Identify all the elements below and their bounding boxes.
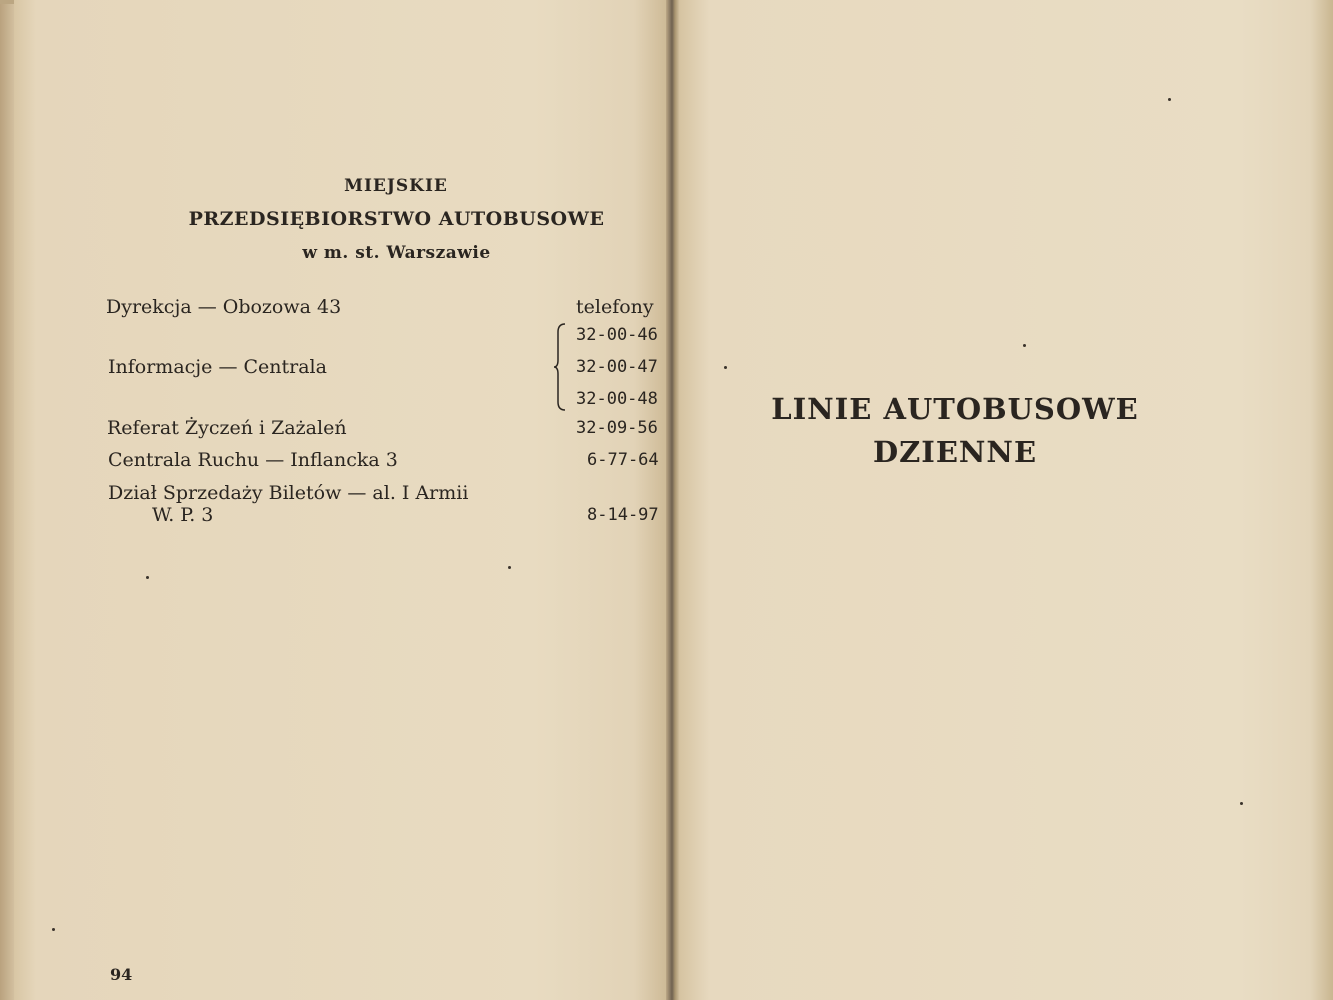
paper-speck <box>1168 98 1171 101</box>
phone-referat: 32-09-56 <box>576 418 658 438</box>
entry-dzial-sprzedazy-line2: W. P. 3 <box>152 504 214 526</box>
title-line-2: DZIENNE <box>872 435 1038 469</box>
paper-speck <box>508 566 511 569</box>
book-spine <box>666 0 680 1000</box>
phones-header: telefony <box>576 296 654 318</box>
heading-line-2: PRZEDSIĘBIORSTWO AUTOBUSOWE <box>188 208 605 230</box>
paper-speck <box>146 576 149 579</box>
paper-speck <box>1240 802 1243 805</box>
phone-informacje-3: 32-00-48 <box>576 389 658 409</box>
heading-line-1: MIEJSKIE <box>344 176 448 196</box>
entry-dzial-sprzedazy-line1: Dział Sprzedaży Biletów — al. I Armii <box>108 482 469 504</box>
paper-speck <box>724 366 727 369</box>
left-page <box>14 0 668 1000</box>
brace-icon <box>554 322 566 412</box>
phone-informacje-1: 32-00-46 <box>576 325 658 345</box>
entry-informacje: Informacje — Centrala <box>108 356 327 378</box>
phone-centrala-ruchu: 6-77-64 <box>587 450 659 470</box>
phone-dzial-sprzedazy: 8-14-97 <box>587 505 659 525</box>
page-number: 94 <box>110 965 133 984</box>
right-page <box>680 0 1333 1000</box>
title-line-1: LINIE AUTOBUSOWE <box>771 392 1139 426</box>
heading-line-3: w m. st. Warszawie <box>302 243 491 263</box>
entry-referat: Referat Życzeń i Zażaleń <box>107 417 347 439</box>
entry-dyrekcja: Dyrekcja — Obozowa 43 <box>106 296 342 318</box>
paper-speck <box>1023 344 1026 347</box>
phone-informacje-2: 32-00-47 <box>576 357 658 377</box>
paper-speck <box>52 928 55 931</box>
entry-centrala-ruchu: Centrala Ruchu — Inflancka 3 <box>108 449 398 471</box>
